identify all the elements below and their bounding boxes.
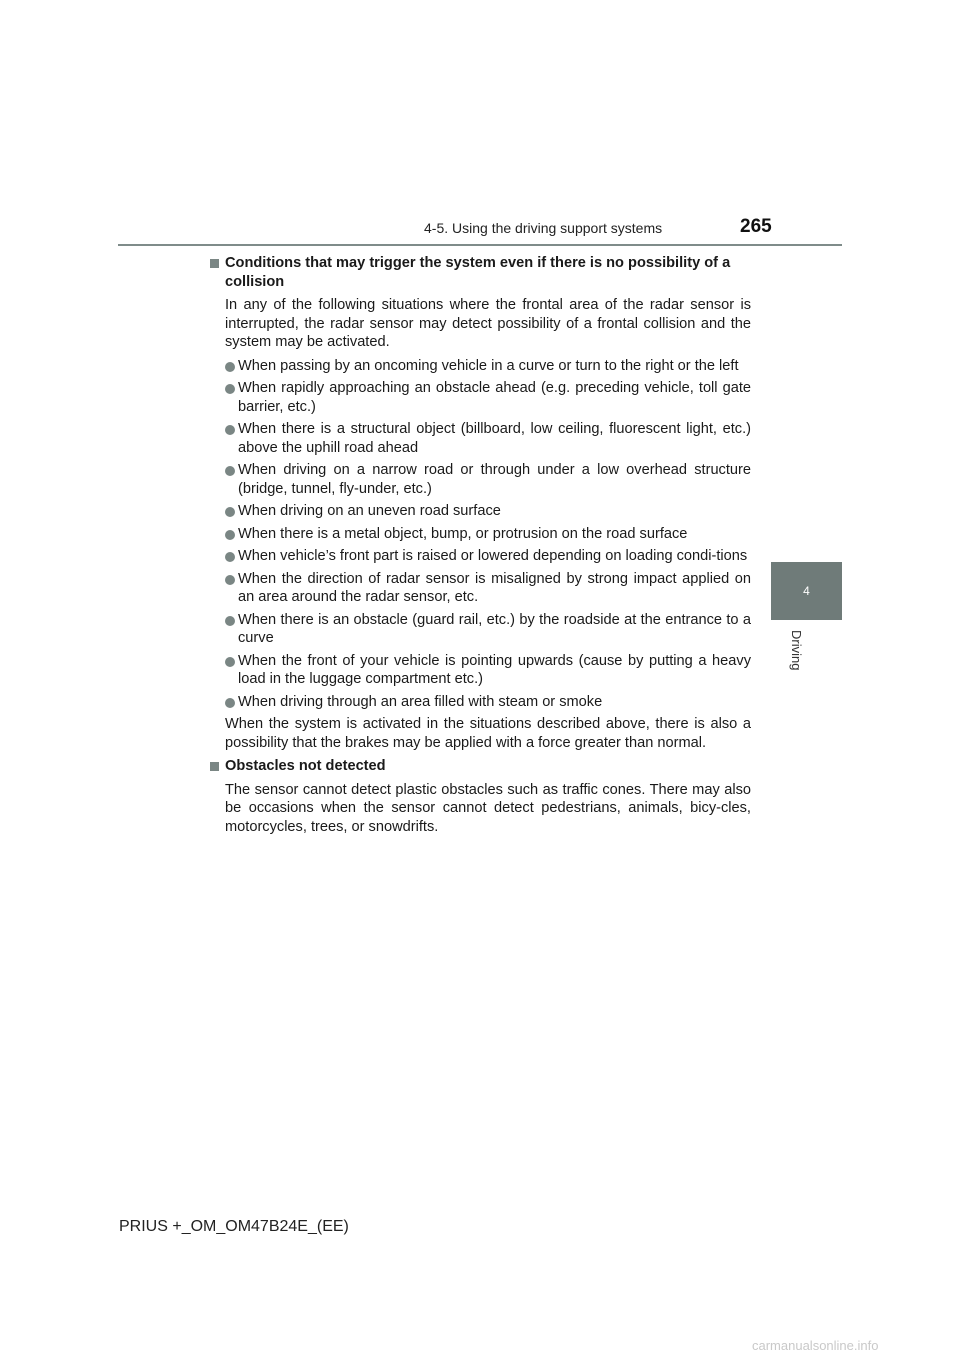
header-divider (118, 244, 842, 246)
list-item-text: When driving through an area filled with steam or smoke (238, 693, 603, 710)
list-item (209, 570, 751, 607)
list-item (209, 357, 751, 376)
list-item-text: When rapidly approaching an obstacle ahead (e.g. preceding vehicle, toll gate barrier, etc.) (238, 380, 751, 415)
circle-bullet-icon (225, 362, 235, 372)
list-item-text: When the direction of radar sensor is misaligned by strong impact applied on an area around the radar sensor, etc. (238, 570, 751, 605)
list-item (209, 461, 751, 498)
square-bullet-icon (210, 762, 219, 771)
circle-bullet-icon (225, 530, 235, 540)
list-item (209, 611, 751, 648)
list-item (209, 547, 751, 566)
circle-bullet-icon (225, 657, 235, 667)
circle-bullet-icon (225, 507, 235, 517)
list-item (209, 379, 751, 416)
section-heading-text: Conditions that may trigger the system even if there is no possibility of a collision (225, 255, 731, 290)
list-item-text: When passing by an oncoming vehicle in a curve or turn to the right or the left (238, 357, 739, 374)
section-heading-text: Obstacles not detected (225, 758, 386, 774)
square-bullet-icon (210, 259, 219, 268)
list-item-text: When vehicle’s front part is raised or lowered depending on loading condi-tions (238, 548, 748, 564)
section-conditions (209, 254, 751, 752)
list-item (209, 420, 751, 457)
list-item-text: When the front of your vehicle is pointing upwards (cause by putting a heavy load in the luggage compartment etc.) (238, 652, 751, 687)
section-outro: When the system is activated in the situations described above, there is also a possibility that the brakes may be applied with a force greater than normal. (225, 716, 751, 751)
section-intro: The sensor cannot detect plastic obstacles such as traffic cones. There may also be occasions when the sensor cannot detect pedestrians, animals, bicy-cles, motorcycles, trees, or snowdrifts. (225, 781, 751, 835)
header-section-title: 4-5. Using the driving support systems (424, 220, 663, 236)
list-item (209, 693, 751, 712)
circle-bullet-icon (225, 384, 235, 394)
circle-bullet-icon (225, 425, 235, 435)
section-obstacles (209, 757, 751, 836)
chapter-tab-number: 4 (803, 584, 810, 598)
circle-bullet-icon (225, 466, 235, 476)
circle-bullet-icon (225, 575, 235, 585)
document-code: PRIUS +_OM_OM47B24E_(EE) (119, 1218, 349, 1235)
circle-bullet-icon (225, 616, 235, 626)
circle-bullet-icon (225, 698, 235, 708)
watermark-text[interactable]: carmanualsonline.info (752, 1338, 879, 1353)
list-item (209, 502, 751, 521)
list-item-text: When there is an obstacle (guard rail, etc.) by the roadside at the entrance to a curve (238, 611, 751, 646)
circle-bullet-icon (225, 552, 235, 562)
page-number: 265 (740, 216, 772, 237)
list-item (209, 652, 751, 689)
chapter-tab[interactable] (771, 562, 842, 620)
page-content (209, 254, 751, 841)
section-heading (209, 254, 751, 291)
list-item-text: When there is a metal object, bump, or protrusion on the road surface (238, 525, 688, 542)
list-item-text: When driving on an uneven road surface (238, 503, 501, 519)
list-item (209, 525, 751, 544)
chapter-tab-label: Driving (789, 630, 804, 671)
section-heading (209, 757, 751, 776)
list-item-text: When driving on a narrow road or through under a low overhead structure (bridge, tunnel, fly-under, etc.) (238, 462, 751, 497)
section-intro: In any of the following situations where the frontal area of the radar sensor is interrupted, the radar sensor may detect possibility of a frontal collision and the system may be activated. (225, 297, 751, 350)
list-item-text: When there is a structural object (billboard, low ceiling, fluorescent light, etc.) above the uphill road ahead (238, 421, 751, 456)
